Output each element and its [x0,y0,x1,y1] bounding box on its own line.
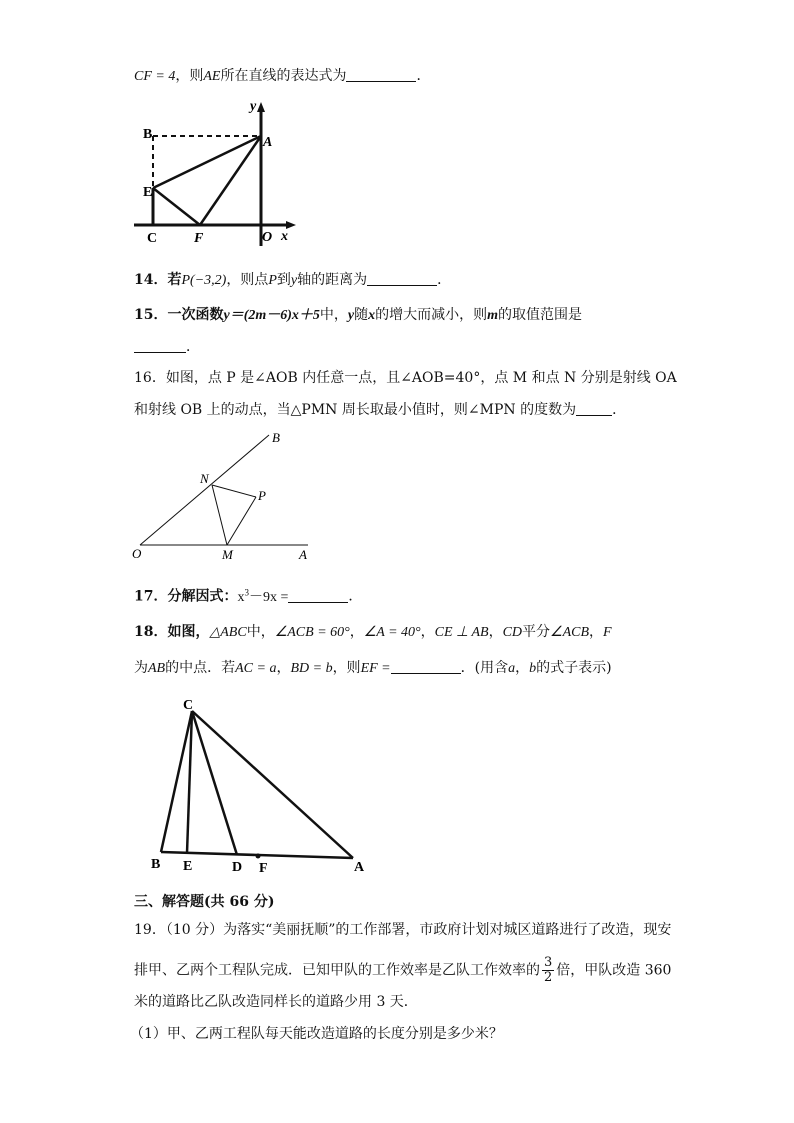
label-e: E [143,185,153,200]
label-e: E [183,859,193,874]
answer-blank[interactable] [134,338,186,353]
answer-blank[interactable] [288,588,348,603]
q13-figure [130,96,300,246]
label-a: A [263,135,273,150]
answer-blank[interactable] [346,67,416,82]
linear-function: y＝(2m－6)x＋5 [223,308,320,323]
question-19-line3: 米的道路比乙队改造同样长的道路少用 3 天． [134,994,418,1010]
point-p: P(−3,2) [181,273,227,288]
answer-blank[interactable] [391,659,461,674]
label-o: O [262,230,273,245]
label-a: A [299,547,307,562]
question-15-blank-line: ． [134,337,200,357]
label-c: C [147,231,158,246]
question-17: 17．分解因式：$x^3-9x$ = ． [134,587,363,605]
label-b: B [151,857,161,872]
label-o: O [132,546,142,561]
answer-blank[interactable] [576,401,612,416]
label-a: A [354,860,365,874]
label-c: C [183,698,194,713]
label-d: D [232,860,243,874]
label-m: M [222,547,233,562]
label-f: F [259,861,268,874]
q16-figure [128,428,318,563]
question-19-sub1: （1）甲、乙两工程队每天能改造道路的长度分别是多少米？ [130,1026,503,1042]
label-y: y [250,99,257,114]
label-b: B [272,430,280,445]
question-15: 15．一次函数y＝(2m－6)x＋5中，y随x的增大而减小，则m的取值范围是 [134,307,583,323]
question-18-line1: 18．如图，△ABC中，∠ACB = 60°，∠A = 40°，CE ⊥ AB，CD平分∠ACB，F [134,624,612,640]
question-16-line2: 和射线 OB 上的动点，当△PMN 周长取最小值时，则∠MPN 的度数为 ． [134,402,627,418]
label-x: x [281,229,288,244]
question-18-line2: 为AB的中点．若AC = a，BD = b，则EF = ．(用含a，b的式子表示) [134,660,612,676]
question-14: 14．若P(−3,2)，则点P到y轴的距离为 ． [134,272,452,288]
label-b: B [143,127,153,142]
label-p: P [258,488,266,503]
q13-continuation: CF = 4，则AE所在直线的表达式为 ． [134,68,431,84]
answer-blank[interactable] [367,271,437,286]
section-3-title: 三、解答题(共 66 分) [134,894,275,910]
label-n: N [200,471,209,486]
question-19-line1: 19．（10 分）为落实“美丽抚顺”的工作部署，市政府计划对城区道路进行了改造，现安 [134,922,672,938]
factor-expression: $x^3-9x$ = [237,587,289,605]
label-f: F [194,231,204,246]
question-16-line1: 16．如图，点 P 是∠AOB 内任意一点，且∠AOB=40°，点 M 和点 N 分别是射线 OA [134,370,677,386]
fraction-3-2: $\frac{3}{2}$ [544,955,553,985]
q18-figure [145,694,375,874]
question-19-line2: 排甲、乙两个工程队完成．已知甲队的工作效率是乙队工作效率的 $\frac{3}{2}$ 倍，甲队改造 360 [134,955,672,985]
cf-equation: CF = 4 [134,69,176,84]
